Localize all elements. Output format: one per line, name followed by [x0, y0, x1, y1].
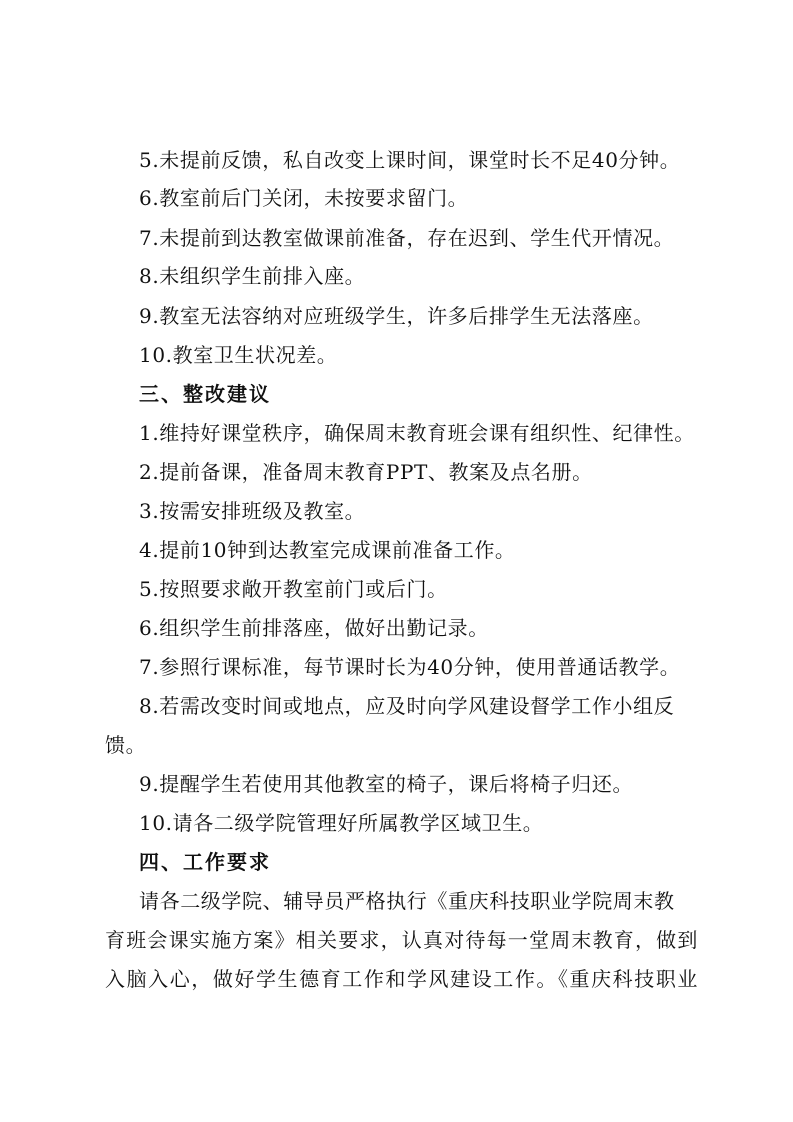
list-item: 6.组织学生前排落座，做好出勤记录。 [139, 616, 489, 640]
list-item: 7.参照行课标准，每节课时长为40分钟，使用普通话教学。 [139, 655, 681, 679]
section-heading: 三、整改建议 [139, 382, 271, 406]
list-item: 5.按照要求敞开教室前门或后门。 [139, 577, 448, 601]
paragraph-line: 育班会课实施方案》相关要求，认真对待每一堂周末教育，做到 [105, 928, 698, 952]
list-item: 2.提前备课，准备周末教育PPT、教案及点名册。 [139, 460, 593, 484]
list-item: 10.教室卫生状况差。 [139, 343, 338, 367]
list-item: 9.提醒学生若使用其他教室的椅子，课后将椅子归还。 [139, 772, 634, 796]
list-item: 8.若需改变时间或地点，应及时向学风建设督学工作小组反 [139, 694, 675, 718]
list-item-continuation: 馈。 [105, 733, 147, 757]
paragraph-line: 入脑入心，做好学生德育工作和学风建设工作。《重庆科技职业 [105, 967, 698, 991]
list-item: 6.教室前后门关闭，未按要求留门。 [139, 186, 469, 210]
list-item: 8.未组织学生前排入座。 [139, 264, 366, 288]
list-item: 1.维持好课堂秩序，确保周末教育班会课有组织性、纪律性。 [139, 421, 695, 445]
list-item: 5.未提前反馈，私自改变上课时间，课堂时长不足40分钟。 [139, 148, 681, 172]
list-item: 7.未提前到达教室做课前准备，存在迟到、学生代开情况。 [139, 226, 675, 250]
list-item: 9.教室无法容纳对应班级学生，许多后排学生无法落座。 [139, 304, 654, 328]
list-item: 4.提前10钟到达教室完成课前准备工作。 [139, 538, 516, 562]
list-item: 3.按需安排班级及教室。 [139, 499, 366, 523]
list-item: 10.请各二级学院管理好所属教学区域卫生。 [139, 811, 544, 835]
section-heading: 四、工作要求 [139, 850, 271, 874]
paragraph-line: 请各二级学院、辅导员严格执行《重庆科技职业学院周末教 [139, 889, 675, 913]
